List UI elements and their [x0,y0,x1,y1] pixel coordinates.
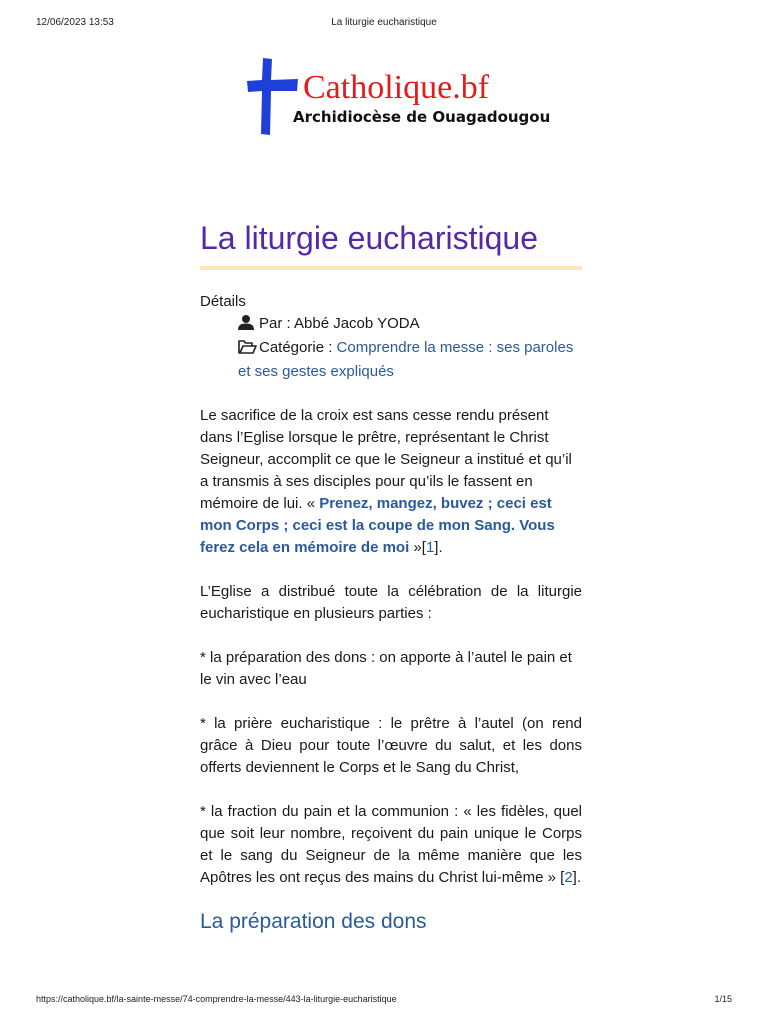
paragraph-parts: L’Eglise a distribué toute la célébration de la liturgie eucharistique en plusieurs parties : [200,583,582,622]
article-title: La liturgie eucharistique [200,220,538,256]
print-page-title: La liturgie eucharistique [331,17,437,28]
folder-open-icon [238,339,258,361]
paragraph-preparation: * la préparation des dons : on apporte à l’autel le pain et le vin avec l’eau [200,649,572,688]
quote-close: »[ [409,539,426,556]
author-row [238,313,582,337]
print-header [36,17,732,31]
category-row [238,339,573,380]
details-label: Détails [200,293,246,310]
ref-close: ]. [434,539,443,556]
article-details [200,291,582,383]
scripture-quote-link[interactable]: Prenez, mangez, buvez ; ceci est mon Corps ; ceci est la coupe de mon Sang. Vous ferez cela en mémoire de moi [200,495,555,556]
print-footer [36,994,732,1008]
footnote-ref-1[interactable]: 1 [425,539,435,556]
print-url: https://catholique.bf/la-sainte-messe/74-comprendre-la-messe/443-la-liturgie-eucharistique [36,994,397,1004]
user-icon [238,315,258,337]
intro-text: Le sacrifice de la croix est sans cesse rendu présent dans l’Eglise lorsque le prêtre, représentant le Christ Seigneur, accomplit ce que le Seigneur a institué et qu’il a transmis à ses disciples pour qu’ils le fassent en mémoire de lui. « [200,407,572,512]
logo-subtitle: Archidiocèse de Ouagadougou [293,108,551,126]
communion-text: * la fraction du pain et la communion : « les fidèles, quel que soit leur nombre, reçoivent du pain unique le Corps et le sang du Seigneur de la même manière que les Apôtres les ont reçus des mains du Christ lui-même » [ [200,803,582,886]
category-prefix: Catégorie : [259,339,337,356]
print-page-number: 1/15 [714,994,732,1004]
author-label: Par : Abbé Jacob YODA [259,315,420,332]
logo-name: Catholique.bf [303,69,490,106]
paragraph-eucharistic-prayer: * la prière eucharistique : le prêtre à l’autel (on rend grâce à Dieu pour toute l’œuvre du salut, et les dons offerts deviennent le Corps et le Sang du Christ, [200,715,582,776]
site-logo[interactable] [246,58,551,138]
paragraph-communion [200,801,582,889]
paragraph-intro [200,405,582,559]
section-heading: La préparation des dons [200,910,427,933]
ref-close-2: ]. [572,869,582,886]
print-datetime: 12/06/2023 13:53 [36,17,114,28]
footnote-ref-2[interactable]: 2 [564,869,573,886]
category-link[interactable]: Comprendre la messe : ses paroles et ses gestes expliqués [238,339,574,380]
article [200,215,582,937]
title-divider [200,266,582,270]
